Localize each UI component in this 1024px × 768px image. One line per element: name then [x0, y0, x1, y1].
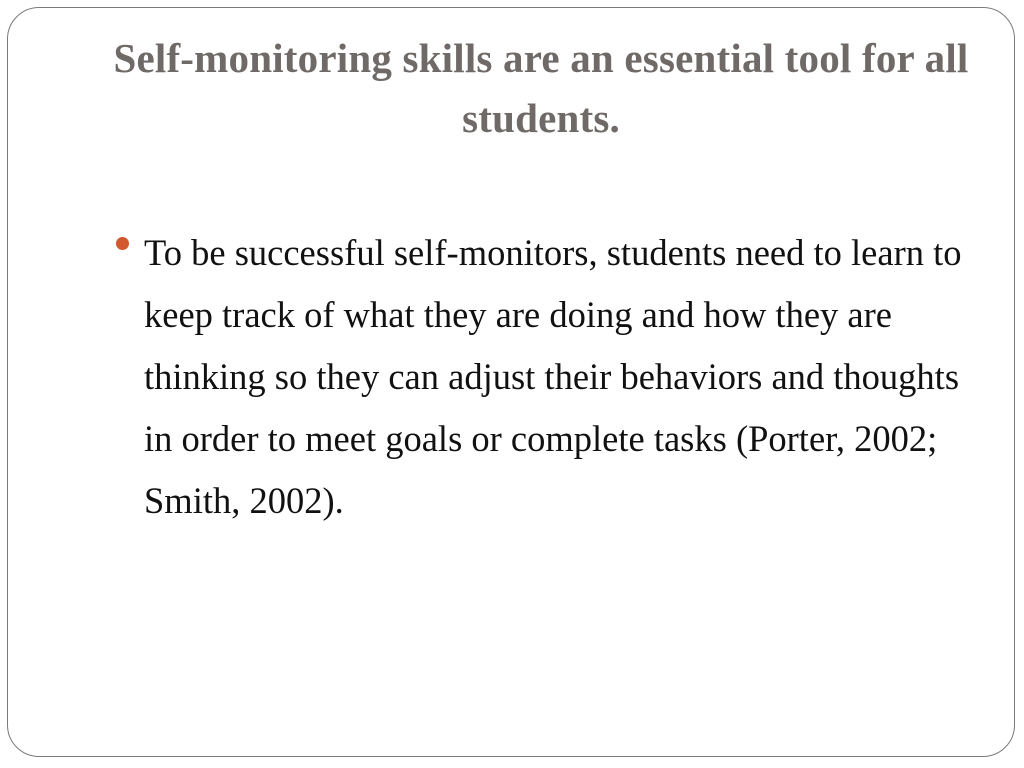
bullet-item	[116, 222, 966, 532]
slide-body	[116, 222, 966, 532]
bullet-icon	[116, 237, 129, 250]
bullet-text: To be successful self-monitors, students need to learn to keep track of what they are doing and how they are thinking so they can adjust their behaviors and thoughts in order to meet goals or complete tasks (Porter, 2002; Smith, 2002).	[144, 232, 962, 521]
slide-title: Self-monitoring skills are an essential tool for all students.	[113, 35, 969, 141]
